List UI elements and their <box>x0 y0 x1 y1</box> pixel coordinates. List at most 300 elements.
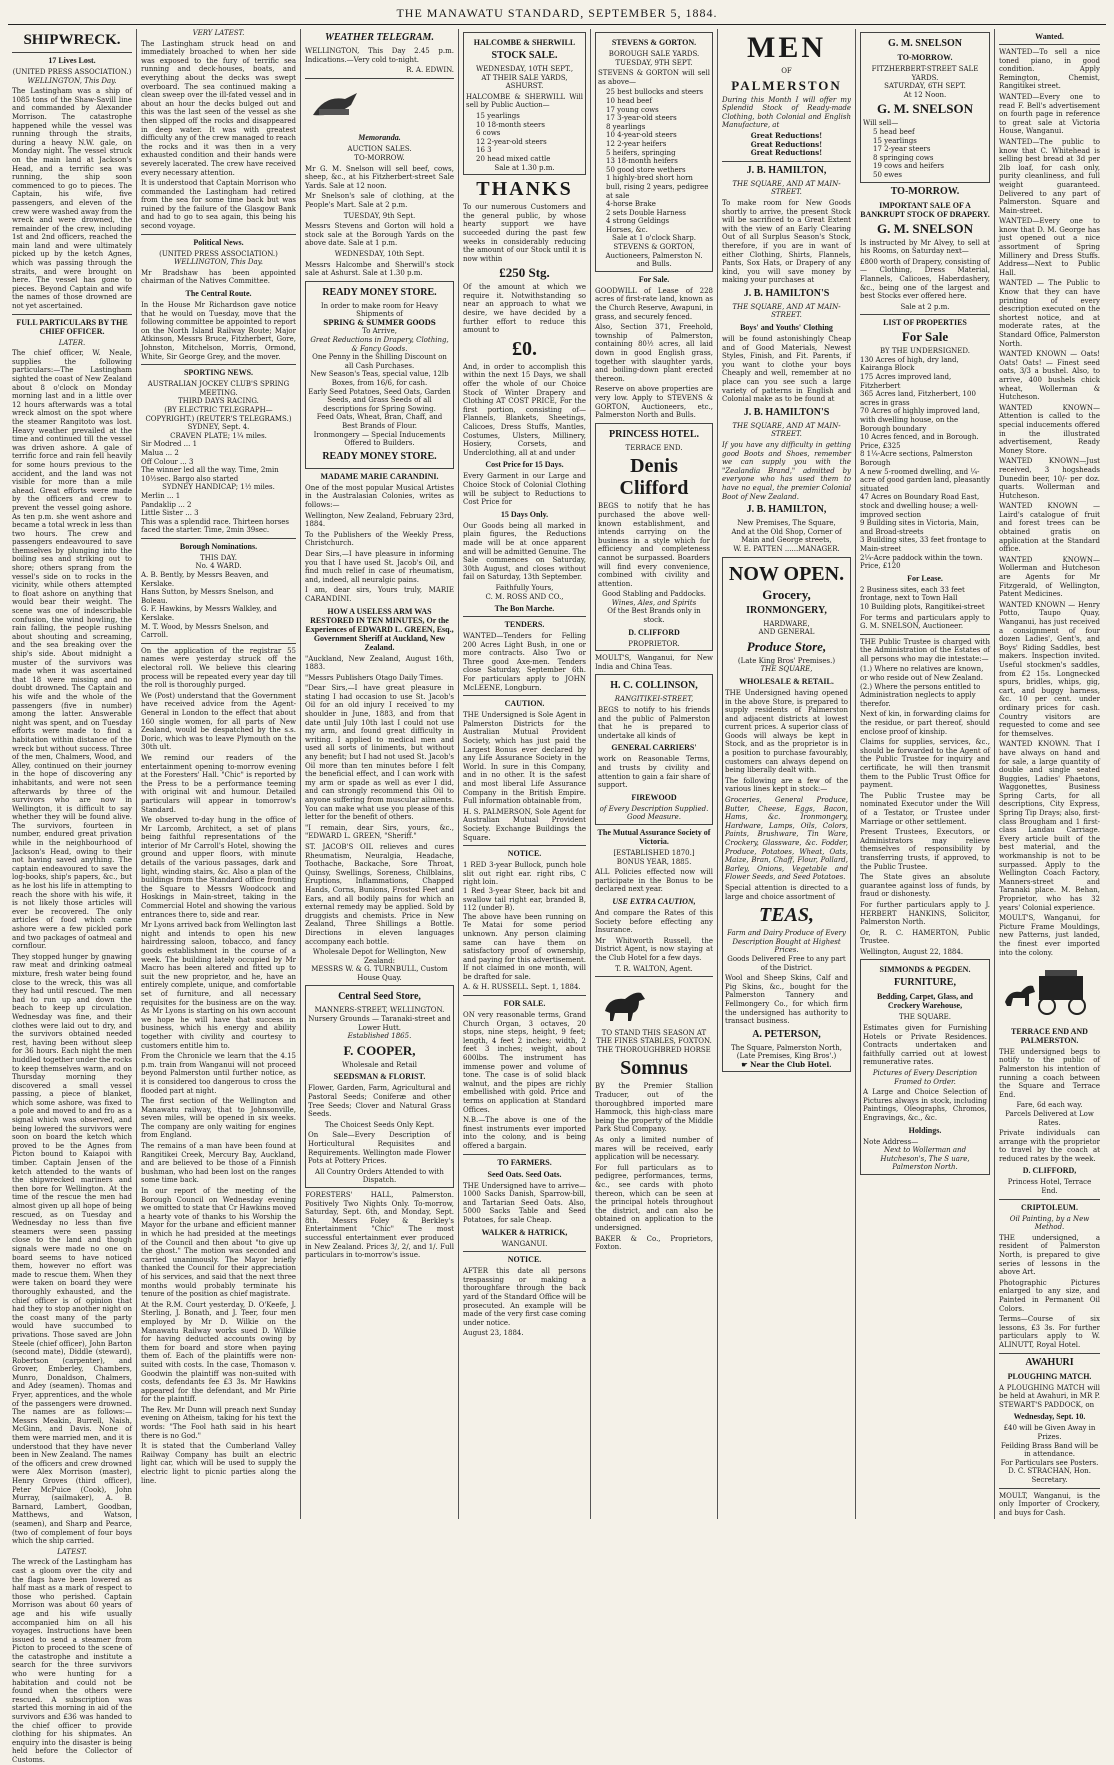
ad-line: SEEDSMAN & FLORIST. <box>333 1072 426 1082</box>
wanted-ad: WANTED KNOWN — Oats! Oats! Oats! — Finest seed oats, 3/3 a bushel. Also, to arrive, 400 bushels chick wheat, Wollerman & Hutcheson. <box>999 350 1100 402</box>
divider <box>999 1199 1100 1200</box>
ad-line: Produce Store, <box>746 638 827 654</box>
ad-text: Every Garment in our Large and Choice Stock of Colonial Clothing will be subject to Reductions to Cost Price for <box>463 472 586 507</box>
ready-money-heading: READY MONEY STORE. <box>322 286 437 298</box>
ad-text: August 23, 1884. <box>463 1329 524 1338</box>
stock-list: 25 best bullocks and steers 10 head beef 17 young cows 17 3-year-old steers 8 yearlings 10 4-year-old steers 12 2-year heifers 5 heifers, springing 13 18-month heifers 50 good store wethers 1 highly-bred short horn bull, rising 2 years, pedigree at sale 4-horse Brake 2 sets Double Harness 4 strong Geldings Horses, &c. <box>606 88 709 234</box>
ad-text: A. & H. RUSSELL. Sept. 1, 1884. <box>463 983 581 992</box>
moults-ad: MOULT'S, Wanganui, for New India and China Teas. <box>595 654 713 671</box>
tomorrow-heading: TO-MORROW. <box>890 185 960 197</box>
ad-line: GENERAL CARRIERS' <box>611 743 697 753</box>
testimonial-text: "Dear Sirs,—I have great pleasure in stating I had occasion to use St. Jacob's Oil for an old injury I received to my shoulder in June, 1883, and from that date until July 10th last I could not use my arm, and found great difficulty in writing. I applied to medical men and used all sorts of liniments, but without any benefit; but I had not used St. Jacob's Oil more than ten minutes before I felt the beneficial effect, and I can work with my arm or spade as well as ever I did, and can strongly recommend this Oil to anyone suffering from muscular ailments. You can make what use you please of this letter for the benefit of others. <box>305 684 454 822</box>
of-label: OF <box>781 67 792 75</box>
ploughing-heading: PLOUGHING MATCH. <box>1007 1371 1092 1381</box>
ad-text: THE Undersigned having opened in the above Store, is prepared to supply residents of Palmerston and adjacent districts at lowest current prices. A superior class of Goods will always be kept in Stock, and as the proprietor is in a position to purchase favourably, customers can always depend on being liberally dealt with. <box>725 688 848 775</box>
ad-line: The Square, Palmerston North, <box>731 1043 842 1052</box>
auction-entry: Mr G. M. Snelson will sell beef, cows, sheep, &c., at his Fitzherbert-street Sale Yards. Sale at 12 noon. <box>305 164 454 190</box>
ad-line: BEGS to notify to his friends and the public of Palmerston that he is prepared to undertake all kinds of <box>598 706 710 740</box>
ad-line: Parcels Delivered at Low Rates. <box>1005 1109 1094 1127</box>
lease-list: 2 Business sites, each 33 feet frontage, next to Town Hall 10 Building plots, Rangitikei-street <box>860 585 985 611</box>
peterson-store-ad <box>722 557 851 1073</box>
ad-line: In order to make room for Heavy Shipments of <box>320 301 439 319</box>
ad-line: STEVENS & GORTON, Auctioneers, Palmerston N. and Bulls. <box>605 243 703 269</box>
news-paragraph: In our report of the meeting of the Borough Council on Wednesday evening we omitted to state that Cr Hawkins moved a hearty vote of thanks to his Worship the Mayor for the urbane and efficient manner in which he had presided at the meetings of the Council and then about "to give up the ghost." The motion was seconded and carried unanimously. The Mayor briefly thanked the Council for their appreciation of his services, and said that the next three months would probably terminate his tenure of the position as chief magistrate. <box>141 1187 296 1299</box>
central-route-heading: The Central Route. <box>185 289 252 299</box>
press-association: (UNITED PRESS ASSOCIATION.) <box>12 68 132 76</box>
news-paragraph: It is stated that the Cumberland Valley Railway Company has built an electric light car, which will be used to supply the electric light to picnic parties along the line. <box>141 1442 296 1485</box>
ad-text: The Bon Marche. <box>494 604 555 614</box>
memoranda-heading: Memoranda. <box>358 133 401 143</box>
news-paragraph: We remind our readers of the entertainment opening to-morrow evening at the Foresters' Hall. "Chic" is reported by the Press to be a performance teeming with original wit and humour. Detailed particulars will appear in tomorrow's Standard. <box>141 753 296 814</box>
ad-emphasis: Cost Price for 15 Days. <box>485 460 564 470</box>
ad-line: Mr Whitworth Russell, the District Agent, is now staying at the Club Hotel for a few days. <box>595 936 713 962</box>
ad-line: New Season's Teas, special value, 12lb Boxes, from 16/6, for cash. <box>310 370 449 388</box>
sporting-news-heading: SPORTING NEWS. <box>183 368 254 378</box>
public-trust-text: The State gives an absolute guarantee against loss of funds, by fraud or dishonesty. <box>860 873 990 899</box>
ad-line: BONUS YEAR, 1885. <box>616 857 692 866</box>
testimonial-text: Dear Sirs,—I have pleasure in informing you that I have used St. Jacob's Oil, and find much relief in case of rheumatism, and, indeed, all neuralgic pains. <box>305 549 454 584</box>
testimonial-text: I am, dear sirs, Yours truly, MARIE CARANDINI. <box>305 586 454 603</box>
column-shipwreck <box>8 29 137 1764</box>
auction-entry: Messrs Stevens and Gorton will hold a stock sale at the Borough Yards on the above date. Sale at 1 p.m. <box>305 222 454 248</box>
auction-entry: Mr Snelson's sale of clothing, at the People's Mart. Sale at 2 p.m. <box>305 192 454 209</box>
divider <box>12 314 132 315</box>
palmerston-heading: PALMERSTON <box>731 77 842 93</box>
ad-text: The following are a few of the various lines kept in stock:— <box>725 776 848 794</box>
ad-text: Terms—Course of six lessons, £3 3s. For further particulars apply to W. ALINUTT, Royal Hotel. <box>999 1315 1100 1349</box>
teas-heading: TEAS, <box>758 904 815 927</box>
ad-line: D. C. STRACHAN, Hon. Secretary. <box>1008 1467 1091 1484</box>
ad-text: Groceries, General Produce, Butter, Cheese, Eggs, Bacon, Hams, &c. Ironmongery, Hardware, Lamps, Oils, Colors, Paints, Brushware, Tin Ware, Crockery, Glassware, &c. Fodder, Produce, Potatoes, Wheat, Oats, Maize, Bran, Chaff, Flour, Pollard, Barley, Onions, Vegetable and Flower Seeds, and Seed Potatoes. <box>725 796 848 882</box>
ad-text: Faithfully Yours, <box>495 583 554 592</box>
testimonial-text: MESSRS W. & G. TURNBULL, Custom House Quay. <box>311 965 448 982</box>
ad-line: BAKER & Co., Proprietors, Foxton. <box>595 1234 713 1252</box>
weather-text: WELLINGTON, This Day 2.45 p.m. Indications.—Very cold to-night. <box>305 47 454 64</box>
carandini-heading: MADAME MARIE CARANDINI. <box>320 471 439 481</box>
cooper-heading: F. COOPER, <box>343 1042 416 1058</box>
hand-quill-illustration <box>305 85 365 125</box>
ad-line: Wines, Ales, and Spirits <box>611 598 697 607</box>
columns <box>8 29 1106 1764</box>
snelson-heading: G. M. SNELSON <box>876 220 974 236</box>
ad-text: ON very reasonable terms, Grand Church Organ, 3 octaves, 20 stops, nine steps, height, 9 feet; length, 4 feet 2 inches; width, 2 feet 3 inches; weight, about 600lbs. The instrument has immense power and volume of tone. The case is of solid black walnut, and the pipes are richly embellished with gold. Price and terms on application at Standard Offices. <box>463 1011 586 1114</box>
ad-line: TUESDAY, 9TH SEPT. <box>615 58 693 67</box>
shipwreck-paragraph: The wreck of the Lastingham has cast a gloom over the city and the flags have been lowered as half mast as a mark of respect to those who perished. Captain Morrison was about 60 years of age and his wife usually accompanied him on all his voyages. Instructions have been issued to send a steamer from Picton to proceed to the scene of the catastrophe and institute a search for the three survivors who were hunting for a habitation and could not be found when the others were rescued. A subscription was started this morning in aid of the survivors and £36 was handed to the chief officer to provide clothing for his shipmates. An enquiry into the disaster is being held before the Collector of Customs. <box>12 1558 132 1764</box>
column-snelson <box>856 29 995 1519</box>
simmonds-pegden-ad <box>860 959 990 1175</box>
ad-line: Feilding Brass Band will be in attendance. <box>1000 1441 1099 1459</box>
ad-line: D. CLIFFORD <box>628 627 680 637</box>
ad-line: [ESTABLISHED 1870.] <box>613 848 695 857</box>
divider <box>463 695 586 696</box>
ad-text: will be found astonishingly Cheap and of Good Materials, Newest Styles, Finish, and Fit. Parents, if you want to clothe your boys Cheaply and well, remember at no place can you see such a large variety of patterns in English and Colonial make as to be found at <box>722 335 851 404</box>
ad-text: AFTER this date all persons trespassing or making a thoroughfare through the back yard of the Standard Office will be prosecuted. An example will be made of the very first case coming under notice. <box>463 1267 586 1327</box>
wanted-ad: WANTED—The public to know that C. Whitehead is selling best bread at 3d per 2lb loaf, for cash only, purity cleanliness, and full weight guaranteed. Delivered to any part of Palmerston. Square and Main-street. <box>999 137 1100 215</box>
hamilton-heading: J. B. HAMILTON, <box>746 504 827 516</box>
wednesday-label: WEDNESDAY, 10th Sept. <box>334 249 425 258</box>
hamilton-heading: J. B. HAMILTON, <box>746 164 827 176</box>
ad-line: Wednesday, Sept. 10. <box>1013 1412 1086 1422</box>
ad-line: At 12 Noon. <box>903 90 947 99</box>
testimonial-text: "I remain, dear Sirs, yours, &c., "EDWARD L. GREEN, "Sheriff." <box>305 823 454 841</box>
wanted-ad: WANTED KNOWN—Just received, 3 hogsheads Dunedin beer, 10/- per doz. quarts. Wollerman and Hutcheson. <box>999 457 1100 500</box>
press-association: (UNITED PRESS ASSOCIATION.) <box>159 249 278 258</box>
auction-sales-label: AUCTION SALES. <box>347 145 412 154</box>
ad-text: WANTED—Tenders for Felling 200 Acres Light Bush, in one or more contracts. Also Two or Three good Axe-men. Tenders close Saturday, September 6th. For particulars apply to JOHN McLEENE, Longburn. <box>463 632 586 692</box>
ad-line: IRONMONGERY, <box>746 604 827 616</box>
bankrupt-sale-heading: IMPORTANT SALE OF A BANKRUPT STOCK OF DRAPERY. <box>860 200 990 219</box>
ad-line: Feed Oats, Wheat, Bran, Chaff, and Best Brands of Flour. <box>316 413 443 430</box>
ad-amount: £0. <box>512 337 537 360</box>
ad-line: Great Reductions in Drapery, Clothing, & Fancy Goods. <box>310 336 449 353</box>
ad-line: All Country Orders Attended to with Dispatch. <box>315 1167 444 1185</box>
ad-line: Sale at 2 p.m. <box>900 302 950 311</box>
ad-line: To Arrive, <box>362 327 397 336</box>
shipwreck-title: SHIPWRECK. <box>23 32 121 48</box>
stock-list: 5 head beef 15 yearlings 17 2-year steers 8 springing cows 19 cows and heifers 50 ewes <box>873 127 945 179</box>
public-trust-text: (1.) Where no relatives are known, or who reside out of New Zealand. (2.) Where the persons entitled to Administration neglects to apply therefor. <box>860 665 984 708</box>
divider <box>305 78 454 79</box>
hotel-heading: PRINCESS HOTEL. <box>608 428 700 440</box>
halcombe-ad <box>463 32 586 175</box>
stock-sale-heading: STOCK SALE. <box>491 50 558 61</box>
snelson-heading: G. M. SNELSON <box>876 101 974 117</box>
ad-line: TO-MORROW. <box>897 53 953 62</box>
masthead: THE MANAWATU STANDARD, SEPTEMBER 5, 1884. <box>8 6 1106 25</box>
ad-line: FITZHERBERT-STREET SALE YARDS. <box>871 65 979 82</box>
ward-label: No. 4 WARD. <box>195 562 242 571</box>
ad-text: THE Undersigned is Sole Agent in Palmerston Districts for the Australian Mutual Provident Society, which has just paid the Largest Bonus ever declared by any Life Assurance Society in the World. In sure in this Company, and in no other. It is the safest and most liberal Life Assurance Company in the British Empire. Full information obtainable from, <box>463 711 586 806</box>
now-open-heading: NOW OPEN. <box>728 562 845 585</box>
news-paragraph: We observed to-day hung in the office of Mr Larcomb, Architect, a set of plans being faithful representations of the interior of Mr Carroll's Hotel, showing the ground and upper floors, with minute details of the various passages, dark and light, winding stairs, &c. Also a plan of the buildings from the Standard office fronting the Square to Messrs Woodcock and Hoskings in Main-street, taking in the Commercial Hotel and showing the various entrances there to, side and rear. <box>141 816 296 919</box>
testimonial-text: To the Publishers of the Weekly Press, Christchurch. <box>305 530 454 548</box>
ad-line: BEGS to notify that he has purchased the above well-known establishment, and intends carrying on the business in a style which for efficiency and completeness cannot be surpassed. Boarders will find every convenience, combined with civility and attention. <box>598 502 710 588</box>
ad-line: (Late Premises, King Bros'.) <box>736 1052 837 1061</box>
ad-line: of Every Description Supplied. <box>599 804 709 813</box>
testimonial-text: "Auckland, New Zealand, August 16th, 1883. <box>305 654 454 672</box>
ad-line: AND GENERAL <box>758 628 815 637</box>
stevens-heading: STEVENS & GORTON. <box>611 38 697 47</box>
race-name: SYDNEY HANDICAP; 1½ miles. <box>162 483 275 492</box>
ad-line: Nursery Grounds — Taranaki-street and Lower Hutt. <box>308 1015 451 1032</box>
tomorrow-label: TO-MORROW. <box>354 153 405 162</box>
ad-reductions: Great Reductions! Great Reductions! Great Reductions! <box>750 130 823 158</box>
ad-line: STEVENS & GORTON will sell as above— <box>598 69 710 86</box>
moult-ad: MOULT, Wanganui, is the only Importer of Crockery, and buys for Cash. <box>999 1491 1100 1517</box>
political-news-heading: Political News. <box>193 237 244 247</box>
ad-line: THE THOROUGHBRED HORSE <box>597 1045 711 1054</box>
ad-line: Oil Painting, by a New Method. <box>1009 1214 1090 1232</box>
news-paragraph: Mr Bradshaw has been appointed chairman of the Natives Committee. <box>141 268 296 286</box>
ad-text: Wool and Sheep Skins, Calf and Pig Skins, &c., bought for the Palmerston Tannery and Fellmongery Co., for which firm the undersigned has authority to transact business. <box>725 974 848 1026</box>
ad-line: Bedding, Carpet, Glass, and Crockery Warehouse, <box>876 992 974 1011</box>
ad-line: WEDNESDAY, 10TH SEPT., <box>475 65 574 73</box>
public-trust-text: Next of kin, in forwarding claims for the residue, or part thereof, should enclose proof of kinship. <box>860 710 990 736</box>
for-sale-heading: For Sale <box>901 329 949 345</box>
shipwreck-paragraph: They stopped hunger by gnawing raw meat and drinking oatmeal mixture, fresh water being found close to the wreck, this was all they had until rescued. The men had to run up and down the beach to keep up circulation. Wednesday was fine, and their clothes were laid out to dry, and the survivors obtained needed rest, having been without sleep for 36 hours. Each night the men huddled together under the rocks to keep themselves warm, and on Thursday morning they discovered a small vessel passing, a piece of blanket, which some ashore, was fixed to a pole and moved to and fro as a signal which was observed, and being lowered the survivors were soon on board the ketch which proved to be the Agnes from Picton bound to Kaiapoi with timber. Captain Jensen of the ketch attended to the wants of the shipwrecked mariners and then bore for Wellington. At the time of the rescue the men had almost given up all hope of being rescued, as on Tuesday and Wednesday no less than five steamers were seen passing close to the land and though signals were made no one on board seems to have noticed them, however no effort was made to rescue them. When they were taken on board they were thoroughly exhausted, and the chief officer is of opinion that had they to stop another night on the coast many of the party would have succumbed to privations. Those saved are John Steele (chief officer), John Barton (second mate), Diddle (steward), Robertson (carpenter), and Grover, Emberley, Chambers, Munro, Donaldson, Chalmers, and Adey (seamen). Thomas and Fryer, apprentices, and the whole of the passengers were drowned. The names are as follows:—Messrs Meakin, Burrell, Naish, McGinn, and Davis. None of them were married men, and it is understood that they have never been in New Zealand. The names of the officers and crew drowned were Alex Morrison (master), Henry Groves (third officer), Peter McPuice (Cook), John Murray, (sailmaker), A. B. Barnard, Lambert, Goodban, Matthews, and Watson, (seamen), and Sharp and Pearce, (two of complement of four boys which the ship carried. <box>12 952 132 1546</box>
ad-line: Will sell— <box>863 119 899 128</box>
ad-text: GOODWILL of Lease of 228 acres of first-rate land, known as the Church Reserve, Awapuni, in grass, and securely fenced. <box>595 286 713 321</box>
collinson-heading: H. C. COLLINSON, <box>610 680 698 692</box>
testimonial-text: ST. JACOB'S OIL relieves and cures Rheumatism, Neuralgia, Headache, Toothache, Backache, Sore Throat, Quinsy, Swellings, Soreness, Chilblains, Eruptions, Inflammations, Chapped Hands, Corns, Bunions, Frosted Feet and Ears, and all bodily pains for which an external remedy may be applied. Sold by druggists and chemists. Price in New Zealand, Three Shillings a Bottle. Directions in eleven languages accompany each bottle. <box>305 842 454 946</box>
ad-text: During this Month I will offer my Splendid Stock of Ready-made Clothing, both Colonial and English Manufacture, at <box>722 95 851 130</box>
column-hamilton <box>718 29 856 1519</box>
ad-line: work on Reasonable Terms, and trusts by civility and attention to gain a fair share of support. <box>598 755 710 790</box>
news-paragraph: The first section of the Wellington and Manawatu railway, that to Johnsonville, seven miles, will be opened in six weeks. The company are only waiting for engines from England. <box>141 1097 296 1140</box>
ad-text: And, in order to accomplish this within the next 15 Days, we shall offer the whole of our Choice Stock of Winter Drapery and Clothing AT COST PRICE, For the first portion, consisting of— Flannels, Blankets, Sheetings, Calicoes, Dress Stuffs, Mantles, Costumes, Ulsters, Millinery, Hosiery, Corsets, and Underclothing, all at and under <box>463 362 586 457</box>
terrace-end-heading: TERRACE END AND PALMERSTON. <box>1011 1026 1088 1045</box>
ad-text: Is instructed by Mr Alvey, to sell at his Rooms, on Saturday next— <box>860 238 990 256</box>
ad-text: If you have any difficulty in getting good Boots and Shoes, remember we can supply you with the "Zealandia Brand," admitted by everyone who has used them to have no equal, the premier Colonial Boot of New Zealand. <box>722 441 851 501</box>
ad-line: BOROUGH SALE YARDS. <box>608 50 700 58</box>
near-club-hotel: Near the Club Hotel. <box>750 1059 832 1069</box>
ad-text: Also, Section 371, Freehold, township of Palmerston, containing 80½ acres, all laid down in good English grass, together with slaughter yards, and boiling-down plant erected thereon. <box>595 323 713 383</box>
central-seed-store-ad <box>305 985 454 1188</box>
ad-text: WANGANUI. <box>501 1239 548 1248</box>
ad-text: Goods Delivered Free to any part of the District. <box>727 954 846 972</box>
column-halcombe <box>459 29 591 1519</box>
shipwreck-paragraph: The Lastingham was a ship of 1085 tons of the Shaw-Savill line and commanded by Alexander Morrison. The catastrophe happened while the vessel was running through the straits, during a heavy N.W. gale, on Monday night. The vessel struck on the main land at Jackson's Head, and a terrific sea was running, the ship soon commenced to go to pieces. The Captain, his wife, five passengers, and eleven of the crew were washed away from the wreck and were drowned, the remainder of the crew, including 1st and 2nd officers, reached the main land and were ultimately picked up by the ketch Agnes, which was passing through the straits, and were brought on here. The vessel has gone to pieces. Beyond Captain and wife the names of those drowned are not yet ascertained. <box>12 87 132 311</box>
ad-line: Good Stabling and Paddocks. <box>602 590 706 599</box>
ad-text: Special attention is directed to a large and choice assortment of <box>725 883 848 901</box>
ad-line: WHOLESALE & RETAIL. <box>739 676 834 686</box>
testimonial-text: Wholesale Depot for Wellington, New Zealand: <box>312 948 447 965</box>
ad-line: Sale at 1.30 p.m. <box>494 163 555 172</box>
ad-text: To make room for New Goods shortly to arrive, the present Stock will be sacrificed to a Great Extent with the view of an Early Clearing Out of all Surplus Season's Stock, therefore, if you are in want of either Clothing, Shirts, Flannels, Pants, Sox Hats, or Drapery of any kind, you will save money by making your purchases at <box>722 198 851 285</box>
ad-text: THE Undersigned have to arrive— 1000 Sacks Danish, Sparrow-bill, and Tartarian Seed Oats. Also, 5000 Sacks Table and Seed Potatoes, for sale Cheap. <box>463 1181 586 1224</box>
news-paragraph: On the application of the registrar 55 names were yesterday struck off the electoral roll. We believe this clearing process will be repeated every year day till the roll is thoroughly purged. <box>141 646 296 690</box>
ad-line: PROPRIETOR. <box>628 639 680 648</box>
ad-text: Reserve on above properties are very low. Apply to STEVENS & GORTON, Auctioneers, etc., Palmerston North and Bulls. <box>595 385 713 420</box>
properties-list: 130 Acres of high, dry land, Kairanga Block 175 Acres improved land, Fitzherbert 365 Acres land, Fitzherbert, 100 acres in grass 70 Acres of highly improved land, with dwelling house, on the Borough boundary 10 Acres fenced, and in Borough. Price, £325 8 1¼-Acre sections, Palmerston Borough A new 5-roomed dwelling, and ¼-acre of good garden land, pleasantly situated 47 Acres on Boundary Road East, stock and dwelling house; a well-improved section 9 Building sites in Victoria, Main, and Broad-streets 3 Building sites, 33 feet frontage to Main-street 2¼-Acre paddock within the town. Price, £120 <box>860 355 990 571</box>
divider <box>12 52 132 53</box>
thanks-heading: THANKS <box>476 178 573 201</box>
divider <box>595 976 713 977</box>
denis-clifford: Denis Clifford <box>619 455 689 500</box>
wanted-heading: Wanted. <box>1035 32 1064 41</box>
ad-text: Estimates given for Furnishing Hotels or Private Residences. Contracts undertaken and faithfully carried out at lowest remunerative rates. <box>863 1024 987 1067</box>
seed-store-heading: Central Seed Store, <box>338 991 421 1003</box>
ad-line: Sale at 1 o'clock Sharp. <box>612 234 696 243</box>
public-trust-text: Present Trustees, Executors, or Administrators may relieve themselves of responsibility by transferring trusts, if approved, to the Public Trustee. <box>860 828 990 871</box>
news-paragraph: The remains of a man have been found at Rangitikei Creek, Mercury Bay, Auckland, and are believed to be those of a Finnish bushman, who had been lost on the ranges some time back. <box>141 1142 296 1185</box>
column-news <box>137 29 301 1519</box>
news-paragraph: From the Chronicle we learn that the 4.15 p.m. train from Wanganui will not proceed beyond Palmerston until further notice, as it is considered too dangerous to cross the flooded part at night. <box>141 1052 296 1095</box>
wanted-ad: WANTED KNOWN — Laird's catalogue of fruit and forest trees can be obtained gratis on application at the Standard office. <box>999 502 1100 554</box>
ad-line: Holdings. <box>908 1125 942 1135</box>
pointing-hand-icon: ☛ <box>741 1059 751 1069</box>
wanted-ad: WANTED KNOWN—Attention is called to the special inducements offered in the illustrated advertisement, Ready Money Store. <box>999 403 1100 455</box>
news-paragraph: We (Post) understand that the Government have received advice from the Agent-General in London to the effect that about 160 single women, for all parts of New Zealand, would be despatched by the s.s. Doric, which was to leave Plymouth on the 30th ult. <box>141 691 296 752</box>
very-latest-label: VERY LATEST. <box>192 29 245 37</box>
ad-line: £40 will be Given Away in Prizes. <box>1003 1424 1096 1441</box>
wanted-ad: WANTED—To sell a nice toned piano, in good condition. Apply Remington, Chemist, Rangitikei street. <box>999 48 1100 91</box>
dateline: WELLINGTON, This Day. <box>27 76 117 85</box>
ad-line: FURNITURE, <box>894 977 956 989</box>
ad-line: THE SQUARE. <box>899 1013 951 1022</box>
divider <box>463 1154 586 1155</box>
wanted-ad: WANTED KNOWN. That I have always on hand and for sale, a large quantity of double and single seated Buggies, Ladies' Phaetons, Waggonettes, Business Spring Carts, for all descriptions, City Express, Spring Tip Drays; also, first-class Brougham and 1 first-class Landau Carriage. Every article built of the best material, and the workmanship is not to be surpassed. Apply to the Wellington Coach Factory, Manners-street and Taranaki place. M. Behan, Proprietor, who has 32 years' Colonial experience. <box>999 740 1100 912</box>
divider <box>141 643 296 644</box>
nominations-list: A. B. Bently, by Messrs Beaven, and Kerslake. Hans Sutton, by Messrs Snelson, and Boleau. G. F. Hawkins, by Messrs Walkley, and Kerslake. M. T. Wood, by Messrs Snelson, and Carroll. <box>141 571 277 640</box>
to-farmers-heading: TO FARMERS. <box>497 1157 552 1167</box>
ad-line: And at the Old Shop, Corner of Main and George streets, <box>731 527 842 545</box>
horse-illustration <box>595 983 655 1023</box>
tuesday-label: TUESDAY, 9th Sept. <box>343 211 416 220</box>
ad-line: THE SQUARE, AND AT MAIN-STREET. <box>732 302 841 320</box>
divider <box>860 314 990 315</box>
later-label: LATER. <box>58 338 86 347</box>
ad-line: And compare the Rates of this Society before effecting any Insurance. <box>595 908 713 935</box>
princess-hotel-ad <box>595 423 713 652</box>
for-lease-heading: For Lease. <box>907 573 943 583</box>
ad-line: THE SQUARE, AND AT MAIN-STREET. <box>732 179 841 197</box>
boys-clothing-heading: Boys' and Youths' Clothing <box>740 323 833 333</box>
ad-line: Good Measure. <box>626 813 682 822</box>
ad-line: New Premises, The Square, <box>737 519 836 528</box>
divider <box>722 161 851 162</box>
ad-line: On Sale—Every Description of Horticultural Requisites and Requirements. Wellington made Flower Pots at Pottery Prices. <box>308 1131 451 1166</box>
stock-list: 15 yearlings 10 18-month steers 6 cows 12 2-year-old steers 16 3 20 head mixed cattle <box>476 111 551 163</box>
wanted-ad: WANTED — The Public to Know that they can have printing of every description executed on the shortest notice, and at moderate rates, at the Standard Office, Palmerston North. <box>999 279 1100 348</box>
simmonds-heading: SIMMONDS & PEGDEN. <box>879 965 971 975</box>
news-paragraph: The Rev. Mr Dunn will preach next Sunday evening on Atheism, taking for his text the words: "The Fool hath said in his heart there is no God." <box>141 1405 296 1440</box>
sport-subheading: THIRD DAYS RACING. <box>178 397 259 406</box>
notice-heading: NOTICE. <box>507 1255 542 1265</box>
collinson-ad <box>595 674 713 825</box>
ad-line: Established 1865. <box>347 1032 412 1041</box>
wanted-ad: WANTED KNOWN — Henry Potto, Taupo Quay, Wanganui, has just received a consignment of four dozen Ladies', Gent's, and Boys' Riding Saddles, best makers. Inspection invited. Useful stockmen's saddles, from £2 15s. Longnecked spurs, bridles, whips, gig, cart, and buggy harness, &c. 10 per cent. under ordinary prices for cash. Country visitors are requested to come and see for themselves. <box>999 600 1100 738</box>
coach-illustration <box>999 962 1109 1018</box>
snelson-ad <box>860 32 990 183</box>
ad-line: ALL Policies effected now will participate in the Bonus to be declared next year. <box>595 868 713 894</box>
divider <box>463 1251 586 1252</box>
sport-source: (BY ELECTRIC TELEGRAPH—COPYRIGHT.) (REUTER'S TELEGRAMS.) SYDNEY, Sept. 4. <box>145 405 292 432</box>
ad-text: N.B.—The above is one of the finest instruments ever imported into the colony, and is being offered a bargain. <box>463 1116 586 1150</box>
ad-line: Ironmongery — Special Inducements Offered to Builders. <box>313 430 446 448</box>
ad-line: For full particulars as to pedigree, performances, terms, &c., see cards with photo thereon, which can be seen at the principal hotels throughout the district, and can also be obtained on application to the undersigned. <box>595 1163 713 1232</box>
ad-line: THE SQUARE, AND AT MAIN-STREET. <box>732 421 841 439</box>
halcombe-heading: HALCOMBE & SHERWILL <box>473 38 576 47</box>
ad-emphasis: 15 Days Only. <box>500 509 549 519</box>
men-heading: MEN <box>747 31 826 64</box>
divider <box>860 634 990 635</box>
divider <box>141 538 296 539</box>
public-trust-text: Wellington, August 22, 1884. <box>860 947 964 956</box>
ad-line: Fare, 6d each way. <box>1016 1101 1083 1110</box>
weather-heading: WEATHER TELEGRAM. <box>325 32 434 43</box>
tenders-heading: TENDERS. <box>504 620 545 630</box>
ad-amount: £250 Stg. <box>499 265 550 281</box>
wanted-ad: WANTED KNOWN—Wollerman and Hutcheson are Agents for Mr Fitzgerald, of Wellington, Patent Medicines. <box>999 555 1100 599</box>
hamilton-heading: J. B. HAMILTON'S <box>743 406 830 418</box>
ad-line: As only a limited number of mares will be received, early application will be necessary. <box>595 1136 713 1162</box>
ad-line: Princess Hotel, Terrace End. <box>1007 1178 1092 1196</box>
ad-line: (Late King Bros' Premises.) <box>737 656 836 665</box>
public-trust-text: Or, R. C. HAMERTON, Public Trustee. <box>860 928 990 946</box>
stevens-gorton-ad <box>595 32 713 272</box>
ad-line: Wholesale and Retail <box>342 1060 417 1069</box>
ad-text: H. S. PALMERSON, Sole Agent for Australian Mutual Provident Society. Exchange Buildings the Square. <box>463 807 586 842</box>
ad-line: Next to Wollerman and Hutcheson's, The S uare, Palmerston North. <box>880 1146 970 1172</box>
ad-line: Note Address— <box>863 1137 919 1146</box>
ad-line: HALCOMBE & SHERWILL Will sell by Public Auction— <box>466 92 583 110</box>
walker-hatrick: WALKER & HATRICK, <box>481 1227 568 1237</box>
ad-line: MANNERS-STREET, WELLINGTON. <box>314 1006 445 1015</box>
ad-line: BY the Premier Stallion Traducer, out of the thoroughbred imported mare Hammock, this high-class mare being the property of the Middle Park Stud Company. <box>595 1082 713 1134</box>
divider <box>463 995 586 996</box>
peterson-heading: A. PETERSON, <box>752 1028 821 1040</box>
ad-line: FIREWOOD <box>631 792 677 802</box>
divider <box>999 1488 1100 1489</box>
public-trust-text: The Public Trustee may be nominated Executor under the Will of a Testator, or Trustee under Marriage or other settlement. <box>860 791 990 826</box>
auction-entry: Messrs Halcombe and Sherwill's stock sale at Ashurst. Sale at 1.30 p.m. <box>305 260 454 278</box>
public-trust-text: THE Public Trustee is charged with the Administration of the Estates of all persons who may die intestate:— <box>860 637 990 663</box>
testimonial-text: One of the most popular Musical Artistes in the Australasian Colonies, writes as follows:— <box>305 483 454 509</box>
ad-text: A Large and Choice Selection of Pictures always in stock, including Paintings, Oleographs, Chromos, Engravings, &c., &c. <box>863 1088 987 1122</box>
ad-text: 1 RED 3-year Bullock, punch hole slit out right ear. right ribs, C right loin. 1 Red 3-year Steer, back bit and swallow tail right ear, branded B, 112 (under B). The above have been running on Te Matai for some period unknown. Any person claiming same can have them on satisfactory proof of ownership, and paying for this advertisement. If not claimed in one month, will be drafted for sale. <box>463 861 586 981</box>
divider <box>999 1353 1100 1354</box>
seed-oats-heading: Seed Oats. Seed Oats. <box>487 1169 562 1179</box>
ad-line: BY THE UNDERSIGNED. <box>880 347 970 356</box>
weather-signature: R. A. EDWIN. <box>406 66 454 75</box>
ad-line: Of the Best Brands only in stock. <box>607 607 701 625</box>
column-notices <box>301 29 459 1519</box>
news-paragraph: It is understood that Captain Morrison who commanded the Lastingham had retired from the sea for some time back but was ruined by the failure of the Glasgow Bank and had to go to sea again, this being his second voyage. <box>141 179 296 231</box>
ad-text: Farm and Dairy Produce of Every Description Bought at Highest Prices. <box>727 929 846 955</box>
ready-money-footer: READY MONEY STORE. <box>322 450 437 462</box>
notice-heading: NOTICE. <box>507 849 542 859</box>
shipwreck-paragraph: The chief officer, W. Neale, supplies the following particulars:—The Lastingham sighted the coast of New Zealand about 8 o'clock on Monday morning last and in a little over 12 hours afterwards was a total wreck almost on the spot where the steamer Rangitoto was lost. Heavy weather prevailed at the time and continued till the vessel was driven ashore. A gale of terrific force and rain fell heavily for some hours previous to the accident, and the land was not visible for more than a mile ahead. Great efforts were made by the officers and crew to prevent the vessel going ashore. As ten p.m. she went ashore and became a total wreck in less than two hours. The crew and passengers endeavoured to save themselves by plunging into the boiling sea and striking out to shore; others sprang from the vessel's side on to rocks in the vicinity, while others attempted to float ashore on anything that would bear their weight. The scene was one of indescribable confusion, the wind howling, the rain falling, the people rushing about shouting and screaming, and the sea breaking over the ship's side. About midnight a muster of the survivors was made when it was ascertained that 18 were missing and no doubt drowned. The Captain and his wife and the whole of the passengers (five in number) among the latter. Answerable night was spent, and on Tuesday efforts were made to find a habitation within distance of the wreck but without success. Three of the men, Chalmers, Wood, and Alley, continued on their journey in the hope of discovering any inhabitants, and were not seen afterwards by three of the survivors who are now in Wellington, it is difficult to say whether they will be found alive. The survivors, fourteen in number, endured great privation while in the neighbourhood of Jackson's Head, owing to their not having saved anything. The captain endeavoured to save the log-books, ship's papers, &c., but as he lost his life in attempting to reach the shore with his wife, it is not likely those articles will ever be recovered. The only articles of food which came ashore were a few pickled pork and two packages of oatmeal and cornflour. <box>12 349 132 951</box>
wanted-ad: WANTED—Every one to know that D. M. George has just opened out a nice assortment of Spring Millinery and Dress Stuffs. Address—Next to Public Hall. <box>999 217 1100 277</box>
public-trust-text: For further particulars apply to J. HERBERT HANKINS, Solicitor, Palmerston North. <box>860 900 990 927</box>
ad-text: THE undersigned, a resident of Palmerston North, is prepared to give series of lessons in the above Art. <box>999 1233 1100 1277</box>
useless-arm-heading: HOW A USELESS ARM WAS RESTORED IN TEN MINUTES, Or the Experiences of EDWARD L. GREEN, Esq., Government Sheriff at Auckland, New Zealand. <box>305 606 454 652</box>
lives-lost-heading: 17 Lives Lost. <box>48 56 96 65</box>
ad-text: Of the amount at which we require it. Notwithstanding so near an approach to what we desire, we have decided by a further effort to reduce this amount to <box>463 283 586 335</box>
ad-line: Flower, Garden, Farm, Agricultural and Pastoral Seeds; Coniferæ and other Tree Seeds; Clover and Natural Grass Seeds. <box>308 1084 451 1119</box>
ad-line: USE EXTRA CAUTION, <box>612 896 696 906</box>
ad-line: Early Seed Potatoes, Seed Oats, Garden Seeds, and Grass Seeds of all descriptions for Spring Sowing. <box>308 387 451 413</box>
divider <box>463 845 586 846</box>
this-day-label: THIS DAY. <box>200 553 237 562</box>
ad-line: Grocery, <box>762 586 811 602</box>
news-paragraph: At the R.M. Court yesterday, D. O'Keefe, J. Sterling, J. Bonath, and J. Teer, four men employed by Mr D. Wilkie on the Manawatu Railway works sued D. Wilkie for having deducted accounts owing by them for board and store when paying them of. Each of the plaintiffs were non-suited with costs. In the case, Thomason v. Goodwin the plaintiff was non-suited with costs, defendants fee £3 3s. Mr Hawkins appeared for the defendant, and Mr Pirie for the plaintiff. <box>141 1300 296 1404</box>
ad-line: For Particulars see Posters. <box>1000 1458 1099 1467</box>
column-wanted <box>995 29 1104 1519</box>
for-sale-heading: For Sale. <box>638 274 670 284</box>
full-particulars-heading: FULL PARTICULARS BY THE CHIEF OFFICER. <box>16 317 128 336</box>
somnus-heading: Somnus <box>620 1057 688 1080</box>
wanted-ad: WANTED—Every one to read F. Bell's advertisement on fourth page in reference to great sale at Victoria House, Wanganui. <box>999 92 1100 136</box>
divider <box>999 44 1100 45</box>
ad-text: A PLOUGHING MATCH will be held at Awahuri, in MR P. STEWART'S PADDOCK, on <box>999 1383 1100 1409</box>
ad-text: £800 worth of Drapery, consisting of — Clothing, Dress Material, Flannels, Calicoes, Haberdashery, &c., being one of the largest and best Stocks ever offered here. <box>860 257 990 301</box>
divider <box>141 364 296 365</box>
awahuri-heading: AWAHURI <box>1025 1356 1074 1368</box>
ad-line: THE SQUARE, <box>760 665 813 674</box>
ad-line: RANGITIKEI-STREET, <box>614 695 694 704</box>
testimonial-text: "Messrs Publishers Otago Daily Times. <box>305 673 444 682</box>
divider <box>463 616 586 617</box>
ad-line: The Choicest Seeds Only Kept. <box>324 1120 435 1129</box>
ad-line: T. R. WALTON, Agent. <box>615 964 693 973</box>
news-paragraph: Mr Lyons arrived back from Wellington last night and intends to open his new hairdressing saloon, tobacco, and fancy goods establishment in the course of a week. The building lately occupied by Mr Macro has been altered and fitted up to suit the new proprietor, and he, have an entirely complete, unique, and comfortable set of furniture, and all necessary requisites for the business are on the way. As Mr Lyons is starting on his own account we hope he will have that success in business, which his energy and ability together with civility and courtesy to customers entitle him to. <box>141 921 296 1050</box>
ready-money-store-ad <box>305 281 454 469</box>
ad-line: W. E. PATTEN ......MANAGER. <box>733 544 840 553</box>
ad-line: TERRACE END. <box>625 443 683 452</box>
caution-heading: CAUTION. <box>504 699 545 709</box>
